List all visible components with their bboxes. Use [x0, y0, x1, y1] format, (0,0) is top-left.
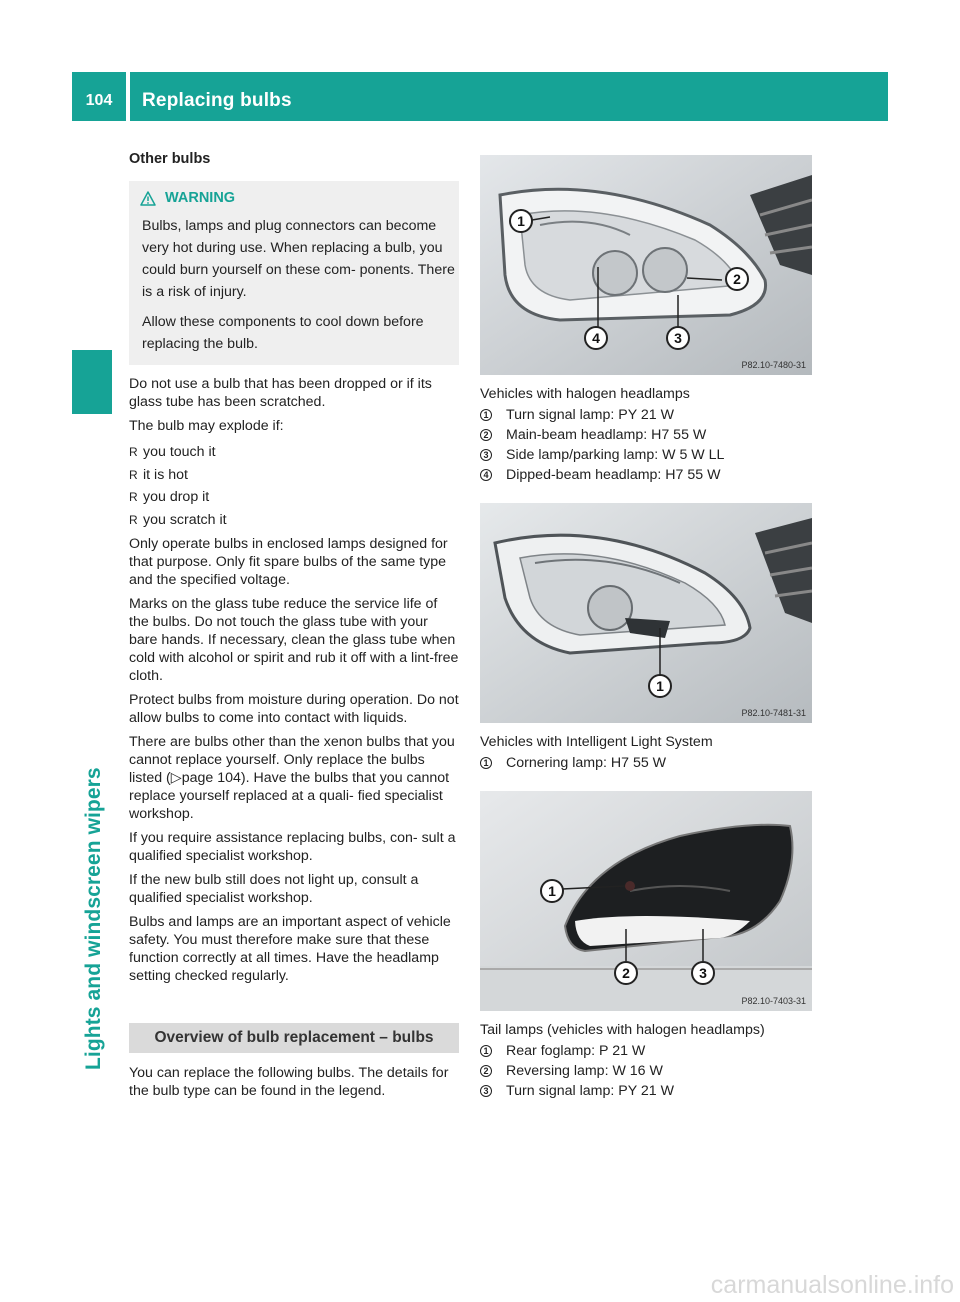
callout-1: 1: [648, 674, 672, 698]
paragraph: Protect bulbs from moisture during operation. Do not allow bulbs to come into contact with liquids.: [129, 692, 459, 726]
paragraph: You can replace the following bulbs. The details for the bulb type can be found in the legend.: [129, 1065, 449, 1099]
figure-caption: Vehicles with halogen headlamps: [480, 386, 690, 402]
warning-text-2: Allow these components to cool down before replacing the bulb.: [142, 314, 424, 352]
warning-label: WARNING: [165, 190, 236, 206]
chapter-marker: [72, 350, 112, 414]
figure-legend: [480, 405, 812, 485]
figure-legend: [480, 753, 812, 773]
warning-triangle-icon: [140, 191, 156, 206]
legend-item: [480, 425, 812, 445]
legend-text: Rear foglamp: P 21 W: [506, 1043, 646, 1059]
legend-item: [480, 1061, 812, 1081]
figure-halogen-headlamp: [480, 155, 812, 375]
figure-code: P82.10-7480-31: [741, 360, 806, 370]
callout-2: 2: [614, 961, 638, 985]
headlamp-ils-illustration: [480, 503, 812, 723]
figure-code: P82.10-7481-31: [741, 708, 806, 718]
legend-number: 2: [480, 1065, 492, 1077]
bullet-icon: R: [129, 467, 138, 482]
chapter-label-container: [76, 740, 108, 1070]
legend-text: Turn signal lamp: PY 21 W: [506, 407, 674, 423]
figure-legend: [480, 1041, 812, 1101]
paragraph: Only operate bulbs in enclosed lamps designed for that purpose. Only fit spare bulbs of the same type and the specified voltage.: [129, 536, 448, 588]
figure-caption: Tail lamps (vehicles with halogen headlamps): [480, 1022, 765, 1038]
page-reference-link[interactable]: page 104: [181, 770, 241, 786]
section-heading-other-bulbs: Other bulbs: [129, 151, 211, 167]
legend-text: Dipped-beam headlamp: H7 55 W: [506, 467, 721, 483]
headlamp-illustration: [480, 155, 812, 375]
paragraph: Marks on the glass tube reduce the service life of the bulbs. Do not touch the glass tube with your bare hands. If necessary, clean the glass tube when cold with alcohol or spirit and rub it off with a lint-free cloth.: [129, 596, 459, 684]
legend-item: [480, 465, 812, 485]
callout-3: 3: [691, 961, 715, 985]
figure-code: P82.10-7403-31: [741, 996, 806, 1006]
header-divider: [126, 72, 130, 121]
callout-3: 3: [666, 326, 690, 350]
list-item: [129, 464, 459, 487]
section-heading-overview: Overview of bulb replacement – bulbs: [129, 1023, 459, 1053]
bullet-icon: R: [129, 490, 138, 504]
list-item-text: you scratch it: [143, 511, 227, 528]
legend-number: 1: [480, 1045, 492, 1057]
paragraph: [129, 733, 459, 823]
legend-number: 2: [480, 429, 492, 441]
callout-1: 1: [509, 209, 533, 233]
legend-number: 3: [480, 449, 492, 461]
paragraph: The bulb may explode if:: [129, 418, 284, 434]
left-column: [129, 150, 459, 1106]
warning-text-1: Bulbs, lamps and plug connectors can become very hot during use. When replacing a bulb, you could burn yourself on these com- ponents. There is a risk of injury.: [142, 218, 455, 300]
warning-header: [140, 189, 455, 207]
list-item-text: you touch it: [143, 444, 216, 460]
paragraph: If you require assistance replacing bulbs, con- sult a qualified specialist workshop.: [129, 830, 456, 864]
legend-item: [480, 445, 812, 465]
page-title: Replacing bulbs: [142, 90, 292, 111]
watermark: carmanualsonline.info: [710, 1271, 954, 1299]
bullet-icon: R: [129, 445, 138, 459]
bullet-list: [129, 441, 459, 531]
legend-text: Cornering lamp: H7 55 W: [506, 755, 667, 771]
legend-number: 1: [480, 409, 492, 421]
legend-number: 4: [480, 469, 492, 481]
legend-text: Main-beam headlamp: H7 55 W: [506, 427, 707, 443]
legend-number: 1: [480, 757, 492, 769]
legend-item: [480, 753, 812, 773]
bullet-icon: R: [129, 512, 138, 527]
callout-2: 2: [725, 267, 749, 291]
chapter-label: Lights and windscreen wipers: [82, 767, 105, 1070]
figure-tail-lamps: [480, 791, 812, 1011]
page-number: 104: [85, 92, 113, 109]
legend-text: Reversing lamp: W 16 W: [506, 1063, 663, 1079]
legend-text: Turn signal lamp: PY 21 W: [506, 1083, 674, 1099]
legend-item: [480, 405, 812, 425]
callout-4: 4: [584, 326, 608, 350]
paragraph-text: There are bulbs other than the xenon bulbs that you cannot replace yourself. Only replace the bulbs listed (: [129, 734, 455, 786]
figure-caption: Vehicles with Intelligent Light System: [480, 734, 713, 750]
list-item-text: it is hot: [143, 466, 188, 483]
paragraph-text: ). Have the bulbs that you cannot replace yourself replaced at a quali- fied specialist workshop.: [129, 770, 450, 822]
callout-1: 1: [540, 879, 564, 903]
paragraph: Bulbs and lamps are an important aspect of vehicle safety. You must therefore make sure that these function correctly at all times. Have the headlamp setting checked regularly.: [129, 914, 451, 984]
list-item-text: you drop it: [143, 489, 210, 505]
right-column: [480, 155, 812, 1101]
legend-number: 3: [480, 1085, 492, 1097]
list-item: [129, 441, 459, 464]
figure-intelligent-light: [480, 503, 812, 723]
list-item: [129, 486, 459, 509]
paragraph: If the new bulb still does not light up, consult a qualified specialist workshop.: [129, 872, 419, 906]
legend-item: [480, 1081, 812, 1101]
paragraph: Do not use a bulb that has been dropped or if its glass tube has been scratched.: [129, 376, 432, 410]
legend-item: [480, 1041, 812, 1061]
warning-box: [129, 181, 459, 365]
list-item: [129, 509, 459, 532]
page-ref-arrow-icon: ▷: [170, 770, 182, 786]
legend-text: Side lamp/parking lamp: W 5 W LL: [506, 447, 725, 463]
tail-lamp-illustration: [480, 791, 812, 1011]
